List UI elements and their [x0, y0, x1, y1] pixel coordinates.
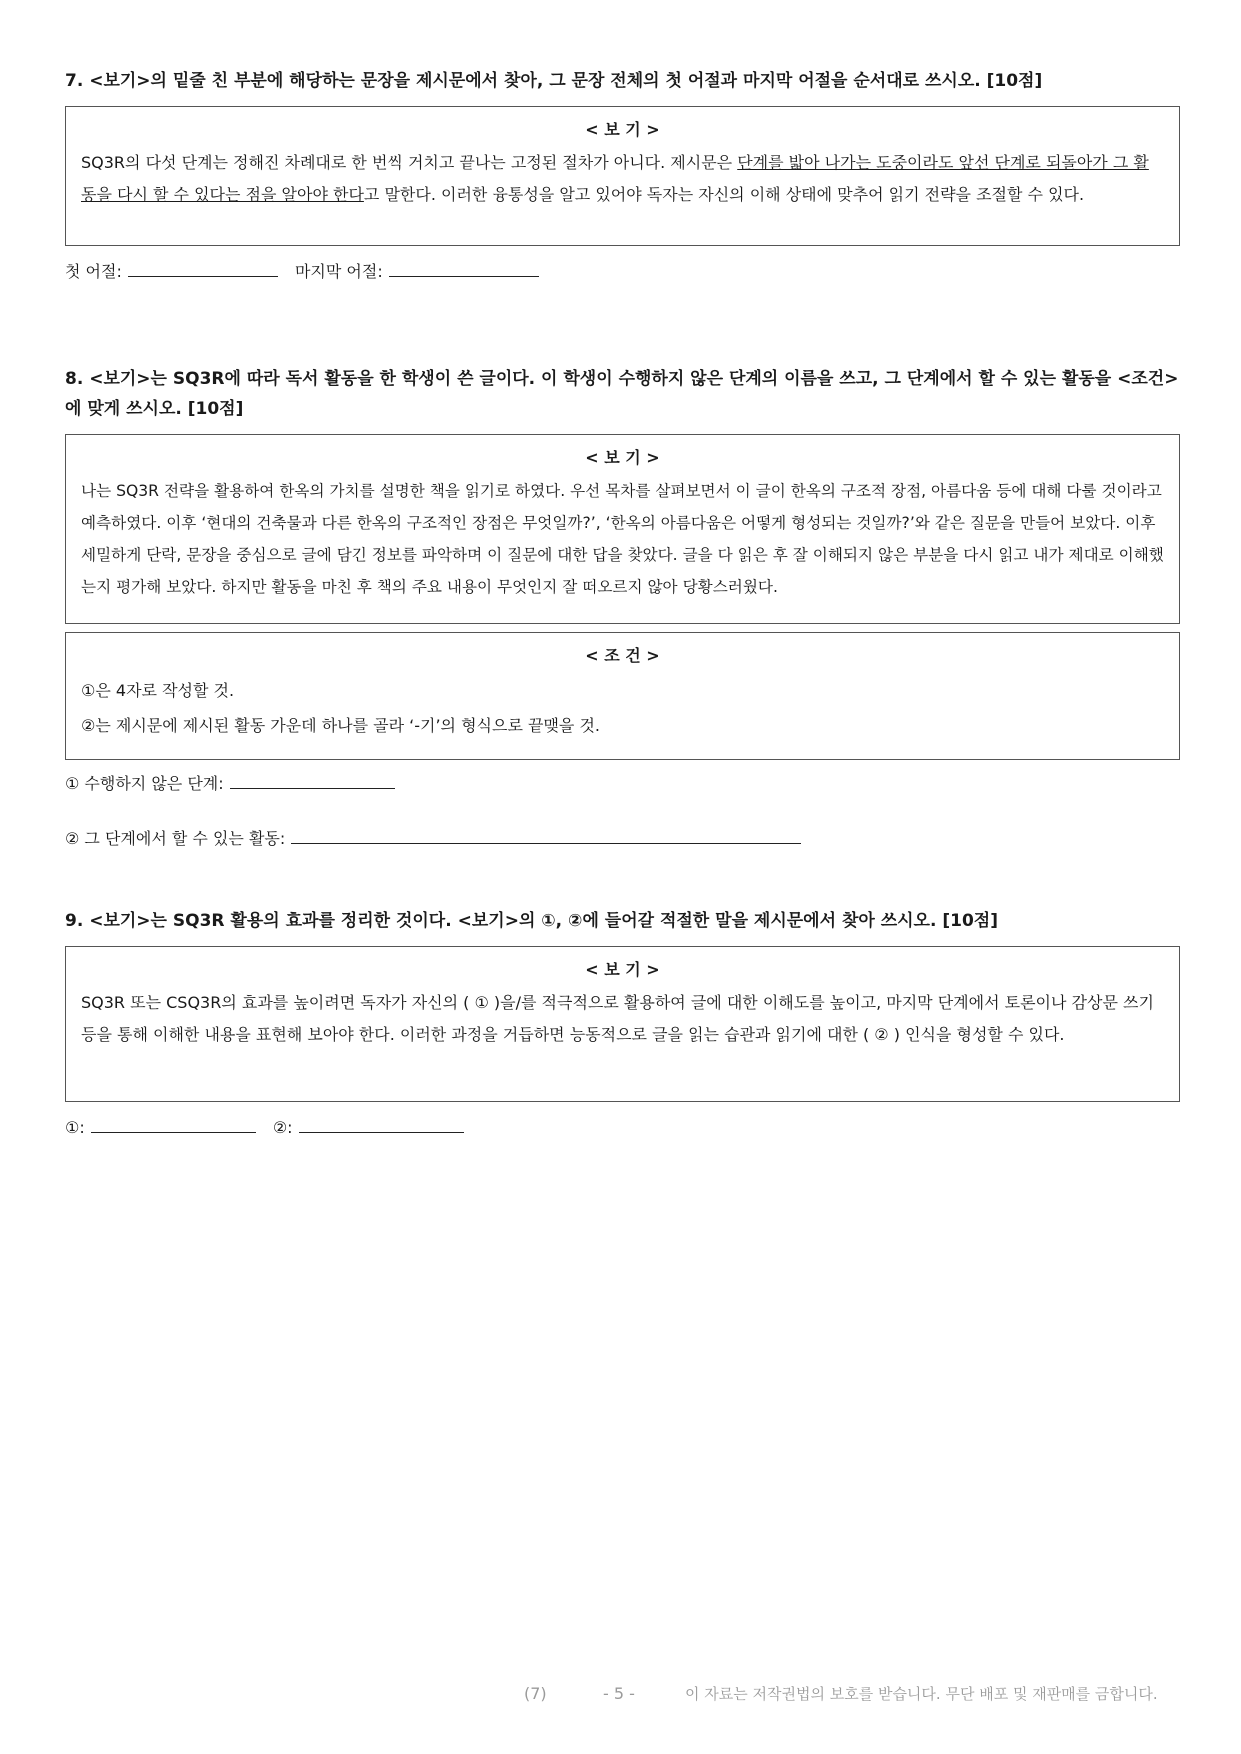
- question-7: [65, 66, 1180, 285]
- answer-blank-step[interactable]: [230, 770, 395, 789]
- answer-blank-activity[interactable]: [291, 825, 801, 844]
- question-7-title: 7. <보기>의 밑줄 친 부분에 해당하는 문장을 제시문에서 찾아, 그 문장 전체의 첫 어절과 마지막 어절을 순서대로 쓰시오. [10점]: [65, 71, 1043, 91]
- question-8: [65, 364, 1180, 852]
- answer-label-activity: ② 그 단계에서 할 수 있는 활동:: [65, 829, 286, 848]
- example-box-text: SQ3R의 다섯 단계는 정해진 차례대로 한 번씩 거치고 끝나는 고정된 절차가 아니다. 제시문은 단계를 밟아 나가는 도중이라도 앞선 단계로 되돌아가 그 활동을 다시 할 수 있다는 점을 알아야 한다고 말한다. 이러한 융통성을 알고 있어야 독자는 자신의 이해 상태에 맞추어 읽기 전략을 조절할 수 있다.: [81, 153, 1149, 204]
- answer-blank-2[interactable]: [299, 1114, 464, 1133]
- footer-question-number: (7): [524, 1684, 547, 1703]
- answer-row-9: [65, 1114, 1180, 1141]
- example-box-text: 나는 SQ3R 전략을 활용하여 한옥의 가치를 설명한 책을 읽기로 하였다. 우선 목차를 살펴보면서 이 글이 한옥의 구조적 장점, 아름다움 등에 대해 다룰 것이라고 예측하였다. 이후 ‘현대의 건축물과 다른 한옥의 구조적인 장점은 무엇일까?’, ‘한옥의 아름다움은 어떻게 형성되는 것일까?’와 같은 질문을 만들어 보았다. 이후 세밀하게 단락, 문장을 중심으로 글에 담긴 정보를 파악하며 이 질문에 대한 답을 찾았다. 글을 다 읽은 후 잘 이해되지 않은 부분을 다시 읽고 내가 제대로 이해했는지 평가해 보았다. 하지만 활동을 마친 후 책의 주요 내용이 무엇인지 잘 떠오르지 않아 당황스러웠다.: [81, 482, 1164, 596]
- example-box-8: [65, 434, 1180, 624]
- example-box-text: SQ3R 또는 CSQ3R의 효과를 높이려면 독자가 자신의 ( ① )을/를 적극적으로 활용하여 글에 대한 이해도를 높이고, 마지막 단계에서 토론이나 감상문 쓰기 등을 통해 이해한 내용을 표현해 보아야 한다. 이러한 과정을 거듭하면 능동적으로 글을 읽는 습관과 읽기에 대한 ( ② ) 인식을 형성할 수 있다.: [81, 993, 1154, 1044]
- answer-blank-first-word[interactable]: [128, 258, 278, 277]
- example-box-9: [65, 946, 1180, 1102]
- question-8-title: 8. <보기>는 SQ3R에 따라 독서 활동을 한 학생이 쓴 글이다. 이 학생이 수행하지 않은 단계의 이름을 쓰고, 그 단계에서 할 수 있는 활동을 <조건>에 맞게 쓰시오. [10점]: [65, 369, 1179, 419]
- question-9-title: 9. <보기>는 SQ3R 활용의 효과를 정리한 것이다. <보기>의 ①, ②에 들어갈 적절한 말을 제시문에서 찾아 쓰시오. [10점]: [65, 911, 998, 931]
- condition-box-header: < 조 건 >: [585, 646, 660, 665]
- answer-label-step: ① 수행하지 않은 단계:: [65, 774, 224, 793]
- example-box-header: < 보 기 >: [585, 960, 660, 979]
- example-box-7: [65, 106, 1180, 246]
- answer-label-blank-1: ①:: [65, 1118, 85, 1137]
- question-9: [65, 906, 1180, 1141]
- condition-item-1: ①은 4자로 작성할 것.: [81, 681, 235, 700]
- underlined-passage: 단계를 밟아 나가는 도중이라도 앞선 단계로 되돌아가 그 활동을 다시 할 수 있다는 점을 알아야 한다: [81, 153, 1149, 204]
- example-box-header: < 보 기 >: [585, 448, 660, 467]
- answer-blank-last-word[interactable]: [389, 258, 539, 277]
- footer-copyright-notice: 이 자료는 저작권법의 보호를 받습니다. 무단 배포 및 재판매를 금합니다.: [685, 1685, 1158, 1703]
- answer-label-last-word: 마지막 어절:: [294, 262, 383, 281]
- answer-row-8-2: [65, 825, 1180, 852]
- example-box-header: < 보 기 >: [585, 120, 660, 139]
- answer-blank-1[interactable]: [91, 1114, 256, 1133]
- answer-label-blank-2: ②:: [272, 1118, 293, 1137]
- footer-page-number: - 5 -: [603, 1684, 635, 1703]
- answer-label-first-word: 첫 어절:: [65, 262, 122, 281]
- condition-item-2: ②는 제시문에 제시된 활동 가운데 하나를 골라 ‘-기’의 형식으로 끝맺을 것.: [81, 716, 601, 735]
- condition-box: [65, 632, 1180, 760]
- answer-row-7: [65, 258, 1180, 285]
- answer-row-8-1: [65, 770, 1180, 797]
